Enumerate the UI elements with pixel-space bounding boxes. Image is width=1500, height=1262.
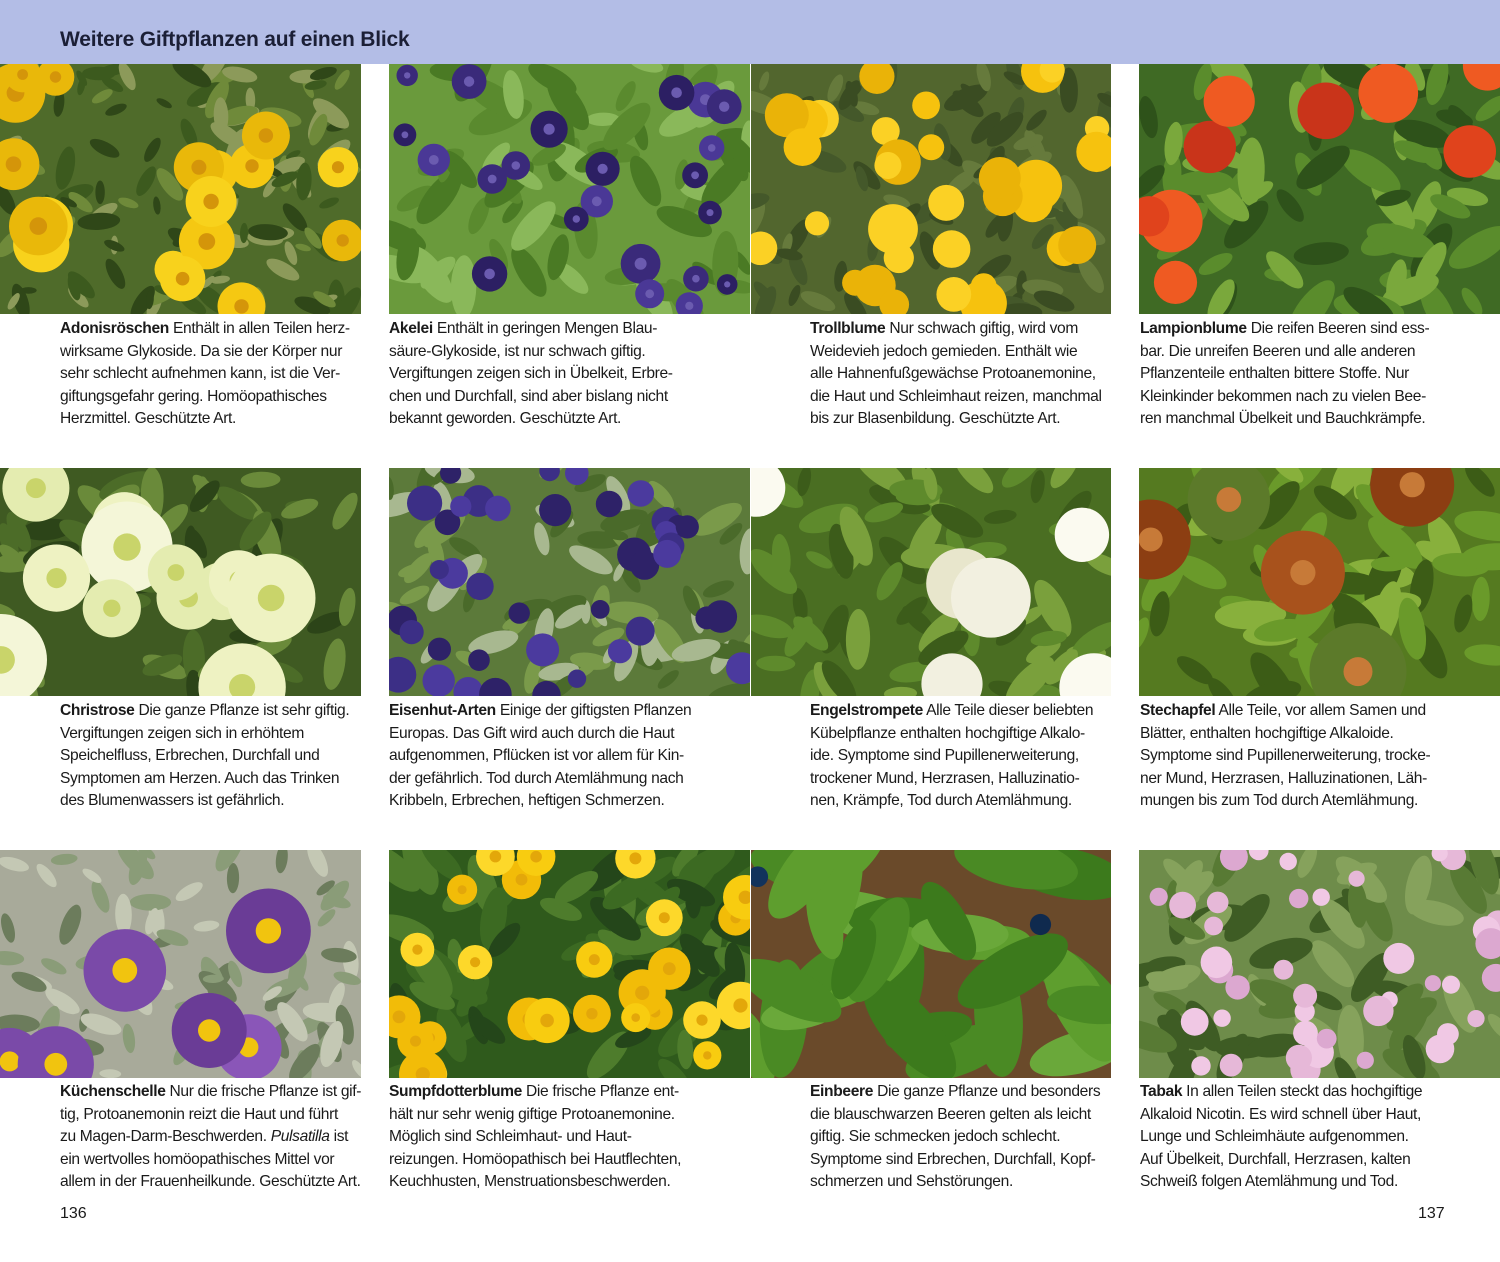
plant-caption <box>389 700 691 813</box>
christmas-rose-photo <box>0 468 361 696</box>
caption-line: chen und Durchfall, sind aber bislang nicht <box>389 387 668 405</box>
caption-line: alle Hahnenfußgewächse Protoanemonine, <box>810 365 1096 382</box>
caption-line: Lunge und Schleimhäute aufgenommen. <box>1140 1128 1409 1145</box>
caption-line: Herzmittel. Geschützte Art. <box>60 410 236 427</box>
plant-caption <box>810 1081 1100 1194</box>
caption-line: Blätter, enthalten hochgiftige Alkaloide. <box>1140 724 1394 742</box>
plant-name: Adonisröschen <box>60 320 169 337</box>
caption-line: Christrose Die ganze Pflanze ist sehr giftig. <box>60 702 350 719</box>
caption-line: Symptome sind Erbrechen, Durchfall, Kopf- <box>810 1150 1096 1168</box>
caption-line: ren manchmal Übelkeit und Bauchkrämpfe. <box>1140 410 1426 427</box>
caption-line: Speichelfluss, Erbrechen, Durchfall und <box>60 747 320 764</box>
caption-line: die blauschwarzen Beeren gelten als leicht <box>810 1105 1091 1123</box>
caption-line: tig, Protoanemonin reizt die Haut und führt <box>60 1105 338 1123</box>
italic-term: Pulsatilla <box>270 1128 330 1145</box>
page-number-right: 137 <box>1418 1205 1445 1222</box>
plant-name: Küchenschelle <box>60 1083 166 1100</box>
plant-name: Lampionblume <box>1140 320 1247 337</box>
herb-paris-photo <box>751 850 1111 1078</box>
caption-line: schmerzen und Sehstörungen. <box>810 1173 1013 1190</box>
monkshood-photo <box>389 468 750 696</box>
globeflower-photo <box>751 64 1111 314</box>
caption-line: trockener Mund, Herzrasen, Halluzinatio- <box>810 769 1080 787</box>
caption-line: Stechapfel Alle Teile, vor allem Samen und <box>1140 702 1426 719</box>
pasque-flower-photo <box>0 850 361 1078</box>
plant-name: Sumpfdotterblume <box>389 1083 523 1100</box>
caption-line: nen, Krämpfe, Tod durch Atemlähmung. <box>810 792 1072 809</box>
plant-caption <box>1140 1081 1422 1194</box>
plant-caption <box>1140 700 1430 813</box>
caption-line: Symptome sind Pupillenerweiterung, trocke- <box>1140 747 1431 764</box>
plant-caption <box>389 318 673 431</box>
caption-line: Symptomen am Herzen. Auch das Trinken <box>60 769 340 787</box>
caption-line: Weidevieh jedoch gemieden. Enthält wie <box>810 342 1078 360</box>
plant-caption <box>810 318 1102 431</box>
adonis-flower-photo <box>0 64 361 314</box>
caption-line: hält nur sehr wenig giftige Protoanemonine. <box>389 1105 675 1123</box>
caption-line: Pflanzenteile enthalten bittere Stoffe. Nur <box>1140 365 1409 382</box>
caption-line: bar. Die unreifen Beeren und alle anderen <box>1140 342 1416 360</box>
caption-line: wirksame Glykoside. Da sie der Körper nur <box>60 342 343 360</box>
page-number-left: 136 <box>60 1205 87 1222</box>
plant-name: Stechapfel <box>1140 702 1216 719</box>
tobacco-plant-photo <box>1139 850 1500 1078</box>
caption-line: Kribbeln, Erbrechen, heftigen Schmerzen. <box>389 792 665 809</box>
caption-line: säure-Glykoside, ist nur schwach giftig. <box>389 342 646 360</box>
caption-line: Kleinkinder bekommen nach zu vielen Bee- <box>1140 387 1426 405</box>
caption-line: Küchenschelle Nur die frische Pflanze ist gif- <box>60 1083 362 1100</box>
caption-line: der gefährlich. Tod durch Atemlähmung nach <box>389 769 684 787</box>
caption-line: Akelei Enthält in geringen Mengen Blau- <box>389 320 658 337</box>
caption-line: zu Magen-Darm-Beschwerden. Pulsatilla ist <box>60 1128 349 1145</box>
plant-name: Trollblume <box>810 320 886 337</box>
caption-line: Engelstrompete Alle Teile dieser beliebten <box>810 702 1094 719</box>
plant-caption <box>60 700 349 813</box>
plant-name: Christrose <box>60 702 135 719</box>
caption-line: des Blumenwassers ist gefährlich. <box>60 792 285 809</box>
caption-line: Schweiß folgen Atemlähmung und Tod. <box>1140 1173 1398 1190</box>
plant-name: Engelstrompete <box>810 702 923 719</box>
plant-name: Einbeere <box>810 1083 874 1100</box>
plant-caption <box>810 700 1093 813</box>
caption-line: Kübelpflanze enthalten hochgiftige Alkalo- <box>810 724 1085 742</box>
plant-name: Akelei <box>389 320 433 337</box>
caption-line: mungen bis zum Tod durch Atemlähmung. <box>1140 792 1419 809</box>
plant-caption <box>60 318 350 431</box>
caption-line: sehr schlecht aufnehmen kann, ist die Ver- <box>60 365 341 382</box>
caption-line: ner Mund, Herzrasen, Halluzinationen, Läh- <box>1140 769 1427 787</box>
caption-line: Trollblume Nur schwach giftig, wird vom <box>810 320 1078 337</box>
caption-line: bekannt geworden. Geschützte Art. <box>389 410 622 427</box>
caption-line: allem in der Frauenheilkunde. Geschützte Art. <box>60 1173 361 1190</box>
caption-line: Adonisröschen Enthält in allen Teilen herz- <box>60 320 350 337</box>
caption-line: die Haut und Schleimhaut reizen, manchmal <box>810 387 1102 405</box>
caption-line: Eisenhut-Arten Einige der giftigsten Pflanzen <box>389 702 692 719</box>
caption-line: Europas. Das Gift wird auch durch die Haut <box>389 724 675 742</box>
plant-caption <box>1140 318 1429 431</box>
lantern-plant-photo <box>1139 64 1500 314</box>
plant-caption <box>60 1081 361 1194</box>
plant-name: Tabak <box>1140 1083 1183 1100</box>
caption-line: Möglich sind Schleimhaut- und Haut- <box>389 1128 632 1145</box>
plant-name: Eisenhut-Arten <box>389 702 496 719</box>
caption-line: reizungen. Homöopathisch bei Hautflechten, <box>389 1150 682 1168</box>
columbine-flower-photo <box>389 64 750 314</box>
caption-line: Sumpfdotterblume Die frische Pflanze ent- <box>389 1083 679 1100</box>
caption-line: Einbeere Die ganze Pflanze und besonders <box>810 1083 1101 1100</box>
caption-line: Vergiftungen zeigen sich in Übelkeit, Erbre- <box>389 365 673 382</box>
page-header-bar <box>0 0 1500 64</box>
thorn-apple-photo <box>1139 468 1500 696</box>
caption-line: Alkaloid Nicotin. Es wird schnell über Haut, <box>1140 1105 1422 1123</box>
caption-line: bis zur Blasenbildung. Geschützte Art. <box>810 410 1061 427</box>
caption-line: giftig. Sie schmecken jedoch schlecht. <box>810 1128 1061 1145</box>
caption-line: ide. Symptome sind Pupillenerweiterung, <box>810 747 1079 764</box>
angels-trumpet-photo <box>751 468 1111 696</box>
caption-line: ein wertvolles homöopathisches Mittel vor <box>60 1150 335 1168</box>
caption-line: Tabak In allen Teilen steckt das hochgiftige <box>1140 1083 1423 1100</box>
plant-caption <box>389 1081 681 1194</box>
caption-line: giftungsgefahr gering. Homöopathisches <box>60 387 327 405</box>
caption-line: Lampionblume Die reifen Beeren sind ess- <box>1140 320 1430 337</box>
caption-line: aufgenommen, Pflücken ist vor allem für Kin- <box>389 747 684 764</box>
page-title: Weitere Giftpflanzen auf einen Blick <box>60 28 410 51</box>
caption-line: Auf Übelkeit, Durchfall, Herzrasen, kalten <box>1140 1150 1411 1168</box>
caption-line: Keuchhusten, Menstruationsbeschwerden. <box>389 1173 671 1190</box>
caption-line: Vergiftungen zeigen sich in erhöhtem <box>60 724 304 742</box>
marsh-marigold-photo <box>389 850 750 1078</box>
